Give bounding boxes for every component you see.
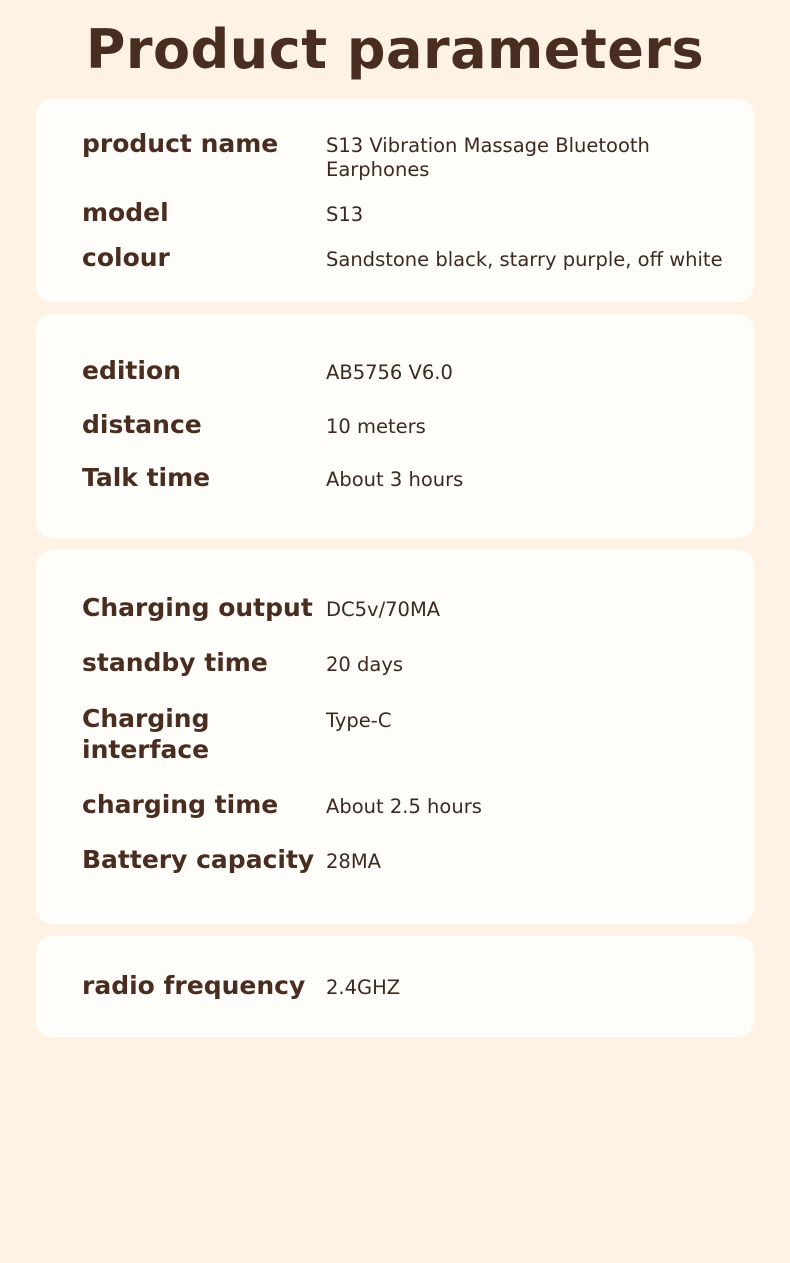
spec-label: colour (82, 243, 170, 272)
spec-label: charging time (82, 790, 279, 819)
spec-row (36, 832, 754, 887)
spec-label: radio frequency (82, 970, 306, 1000)
spec-label: edition (82, 356, 181, 386)
spec-label: distance (82, 409, 202, 439)
spec-label: product name (82, 129, 279, 158)
spec-value: 28MA (326, 850, 381, 874)
spec-value: About 2.5 hours (326, 795, 482, 818)
spec-value: S13 Vibration Massage Bluetooth Earphones (326, 134, 650, 182)
product-parameters-page (0, 8, 790, 1263)
page-title: Product parameters (85, 18, 705, 81)
spec-value: 10 meters (326, 414, 426, 438)
spec-value: AB5756 V6.0 (326, 361, 453, 385)
spec-value: 20 days (326, 653, 404, 677)
spec-value: 2.4GHZ (326, 975, 401, 999)
spec-row (36, 691, 754, 778)
spec-row (36, 190, 754, 235)
spec-value: DC5v/70MA (326, 598, 441, 621)
spec-value: S13 (326, 202, 364, 226)
spec-card-general (36, 99, 754, 302)
spec-row (36, 964, 754, 1007)
spec-card-battery (36, 550, 754, 924)
spec-label: Battery capacity (82, 845, 315, 875)
spec-row (36, 235, 754, 280)
spec-value: Sandstone black, starry purple, off white (326, 248, 723, 271)
spec-label: Talk time (82, 462, 211, 492)
spec-card-connectivity (36, 314, 754, 538)
spec-row (36, 580, 754, 635)
spec-row (36, 121, 754, 190)
spec-row (36, 344, 754, 397)
spec-label: standby time (82, 648, 268, 678)
spec-card-radio (36, 936, 754, 1037)
spec-row (36, 451, 754, 504)
spec-value: Type-C (326, 708, 392, 732)
spec-row (36, 398, 754, 451)
spec-value: About 3 hours (326, 467, 464, 491)
spec-label: Charging interface (82, 703, 210, 764)
spec-row (36, 635, 754, 690)
spec-row (36, 777, 754, 832)
spec-label: model (82, 197, 169, 227)
spec-label: Charging output (82, 593, 313, 622)
